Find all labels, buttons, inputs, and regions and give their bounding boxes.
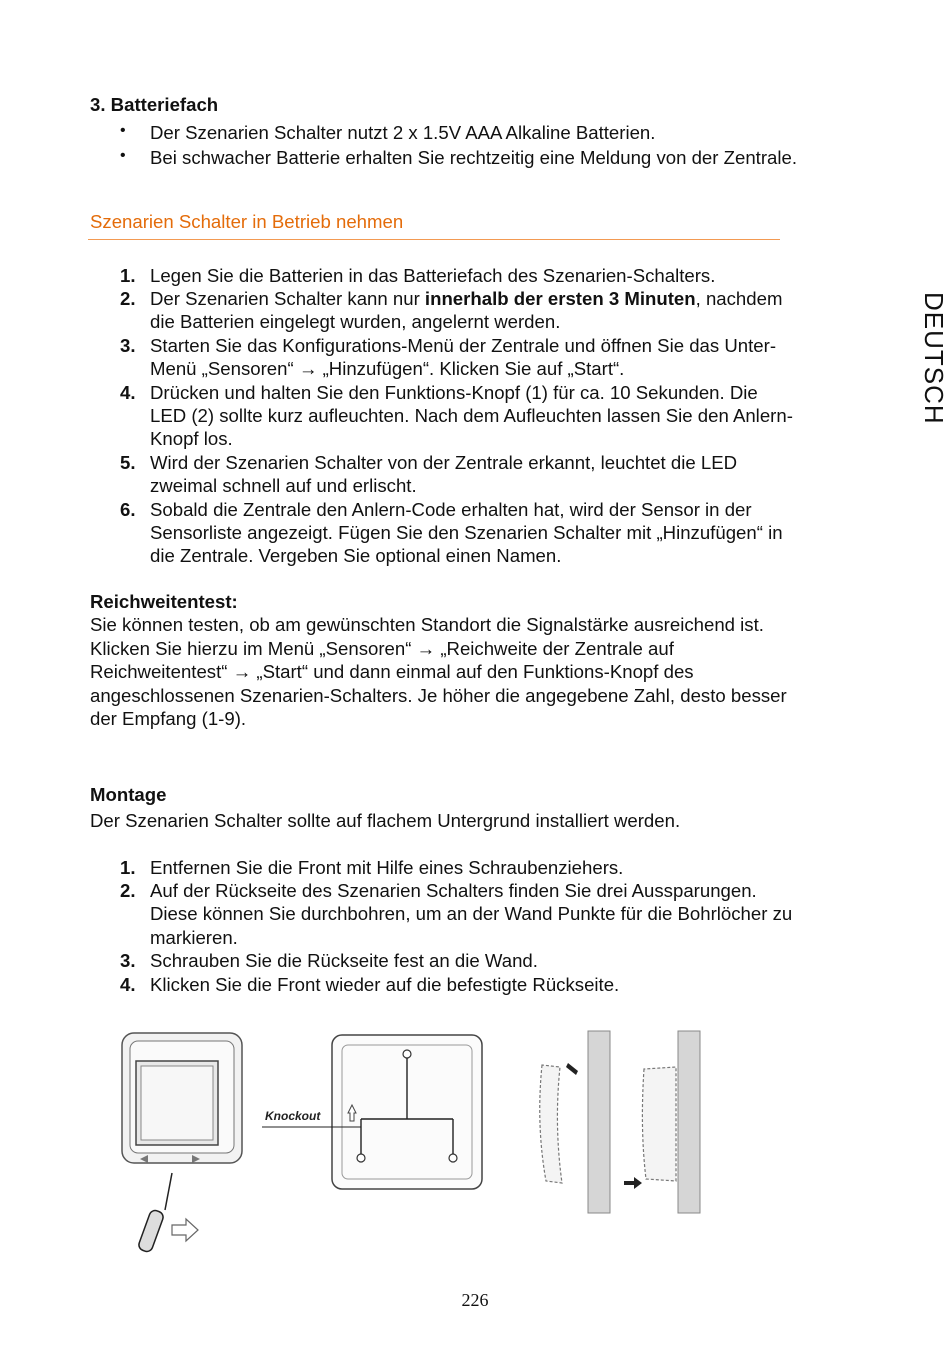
switch-front-drawing xyxy=(122,1033,242,1253)
step-text: Der Szenarien Schalter kann nur xyxy=(150,288,425,309)
step-line: die Zentrale. Vergeben Sie optional einen Namen. xyxy=(150,545,562,566)
step-line: Wird der Szenarien Schalter von der Zentrale erkannt, leuchtet die LED xyxy=(150,452,738,473)
step-number: 4. xyxy=(120,974,136,995)
step-line xyxy=(150,287,782,311)
language-sidebar-label: DEUTSCH xyxy=(919,292,949,425)
step-line: Schrauben Sie die Rückseite fest an die Wand. xyxy=(150,950,538,971)
step-text: , nachdem xyxy=(695,288,783,309)
heading-underline xyxy=(88,239,780,240)
step-number: 6. xyxy=(120,499,136,520)
step-number: 4. xyxy=(120,382,136,403)
knockout-label: Knockout xyxy=(265,1109,321,1123)
step-number: 1. xyxy=(120,265,136,286)
step-line: Menü „Sensoren“ → „Hinzufügen“. Klicken Sie auf „Start“. xyxy=(150,358,625,379)
setup-heading: Szenarien Schalter in Betrieb nehmen xyxy=(90,211,404,232)
paragraph-line: Sie können testen, ob am gewünschten Standort die Signalstärke ausreichend ist. xyxy=(90,614,764,635)
step-line: markieren. xyxy=(150,927,238,948)
step-number: 3. xyxy=(120,950,136,971)
mounting-illustration xyxy=(110,1025,710,1260)
range-test-heading: Reichweitentest: xyxy=(90,591,238,612)
paragraph-line: der Empfang (1-9). xyxy=(90,708,247,729)
step-line: Sobald die Zentrale den Anlern-Code erhalten hat, wird der Sensor in der xyxy=(150,499,752,520)
section-heading-batteriefach: 3. Batteriefach xyxy=(90,94,219,115)
page-number: 226 xyxy=(461,1290,489,1310)
mounting-intro: Der Szenarien Schalter sollte auf flachem Untergrund installiert werden. xyxy=(90,810,681,831)
step-emphasis: innerhalb der ersten 3 Minuten xyxy=(424,288,696,309)
back-plate-drawing xyxy=(262,1035,482,1189)
bullet-text: Bei schwacher Batterie erhalten Sie rechtzeitig eine Meldung von der Zentrale. xyxy=(150,147,798,168)
step-line: Diese können Sie durchbohren, um an der Wand Punkte für die Bohrlöcher zu xyxy=(150,903,793,924)
step-line: Klicken Sie die Front wieder auf die befestigte Rückseite. xyxy=(150,974,620,995)
paragraph-line: angeschlossenen Szenarien-Schalters. Je höher die angegebene Zahl, desto besser xyxy=(90,685,787,706)
mounting-heading: Montage xyxy=(90,784,167,805)
step-line: Sensorliste angezeigt. Fügen Sie den Szenarien Schalter mit „Hinzufügen“ in xyxy=(150,522,783,543)
step-line: Starten Sie das Konfigurations-Menü der Zentrale und öffnen Sie das Unter- xyxy=(150,335,777,356)
step-line: LED (2) sollte kurz aufleuchten. Nach dem Aufleuchten lassen Sie den Anlern- xyxy=(150,405,793,426)
paragraph-line: Reichweitentest“ → „Start“ und dann einmal auf den Funktions-Knopf des xyxy=(90,661,694,682)
step-line: die Batterien eingelegt wurden, angelernt werden. xyxy=(150,311,561,332)
step-number: 1. xyxy=(120,857,136,878)
step-number: 2. xyxy=(120,288,136,309)
step-number: 2. xyxy=(120,880,136,901)
step-line: Drücken und halten Sie den Funktions-Knopf (1) für ca. 10 Sekunden. Die xyxy=(150,382,758,403)
step-line: zweimal schnell auf und erlischt. xyxy=(150,475,417,496)
step-line: Auf der Rückseite des Szenarien Schalters finden Sie drei Aussparungen. xyxy=(150,880,757,901)
bullet-dot: • xyxy=(120,122,126,139)
paragraph-line: Klicken Sie hierzu im Menü „Sensoren“ → „Reichweite der Zentrale auf xyxy=(90,638,674,659)
bullet-dot: • xyxy=(120,147,126,164)
step-number: 3. xyxy=(120,335,136,356)
step-number: 5. xyxy=(120,452,136,473)
bullet-text: Der Szenarien Schalter nutzt 2 x 1.5V AAA Alkaline Batterien. xyxy=(150,122,656,143)
step-line: Legen Sie die Batterien in das Batteriefach des Szenarien-Schalters. xyxy=(150,265,716,286)
side-view-drawing xyxy=(540,1031,700,1213)
step-line: Knopf los. xyxy=(150,428,233,449)
step-line: Entfernen Sie die Front mit Hilfe eines Schraubenziehers. xyxy=(150,857,624,878)
